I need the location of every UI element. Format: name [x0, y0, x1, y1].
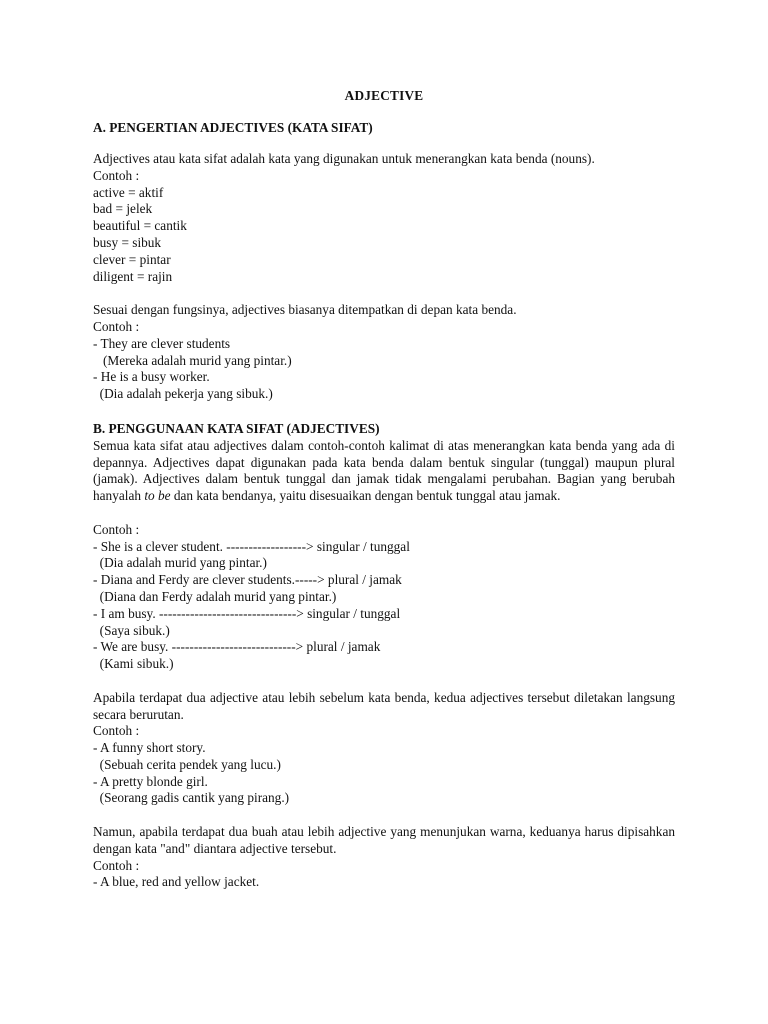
vocab-item: active = aktif: [93, 184, 164, 200]
contoh-label: Contoh :: [93, 723, 140, 739]
example-line: - They are clever students: [93, 335, 231, 351]
example-line: - We are busy. ----------------------------> plural / jamak: [93, 639, 381, 655]
section-b-heading: B. PENGGUNAAN KATA SIFAT (ADJECTIVES): [93, 420, 380, 436]
spacer: [93, 285, 675, 302]
section-a-placement: Sesuai dengan fungsinya, adjectives biasanya ditempatkan di depan kata benda.: [93, 302, 517, 318]
vocab-item: diligent = rajin: [93, 268, 173, 284]
para-text: Semua kata sifat atau adjectives dalam contoh-contoh kalimat di atas menerangkan kata benda yang ada di depannya. Adjectives dapat digunakan pada kata benda dalam bentuk singular (tunggal) maupun plural (jamak). Adjectives dalam bentuk tunggal dan jamak tidak mengalami perubahan. Bagian yang berubah hanyalah: [93, 437, 675, 504]
document-page: [93, 87, 675, 891]
para-italic: to be: [144, 488, 171, 504]
example-translation: (Mereka adalah murid yang pintar.): [93, 352, 292, 368]
vocab-item: bad = jelek: [93, 201, 153, 217]
section-a-heading: A. PENGERTIAN ADJECTIVES (KATA SIFAT): [93, 120, 373, 135]
example-line: - She is a clever student. ------------------> singular / tunggal: [93, 538, 410, 554]
section-a-intro: Adjectives atau kata sifat adalah kata yang digunakan untuk menerangkan kata benda (nouns).: [93, 151, 595, 166]
contoh-label: Contoh :: [93, 857, 140, 873]
example-translation: (Sebuah cerita pendek yang lucu.): [93, 756, 281, 772]
example-line: - A pretty blonde girl.: [93, 773, 208, 789]
spacer: [93, 673, 675, 690]
spacer: [93, 137, 675, 151]
para-text: dan kata bendanya, yaitu disesuaikan dengan bentuk tunggal atau jamak.: [170, 488, 561, 504]
spacer: [93, 505, 675, 522]
vocab-item: busy = sibuk: [93, 234, 162, 250]
contoh-label: Contoh :: [93, 318, 140, 334]
spacer: [93, 403, 675, 420]
example-line: - A funny short story.: [93, 740, 206, 756]
section-b-paragraph: [93, 438, 675, 505]
vocab-item: beautiful = cantik: [93, 218, 187, 234]
example-line: - He is a busy worker.: [93, 369, 210, 385]
example-translation: (Seorang gadis cantik yang pirang.): [93, 790, 290, 806]
example-line: - Diana and Ferdy are clever students.-----> plural / jamak: [93, 572, 402, 588]
contoh-label: Contoh :: [93, 167, 140, 183]
example-translation: (Kami sibuk.): [93, 656, 174, 672]
color-adjective-paragraph: Namun, apabila terdapat dua buah atau lebih adjective yang menunjukan warna, keduanya harus dipisahkan dengan kata "and" diantara adjective tersebut.: [93, 824, 675, 856]
example-translation: (Dia adalah murid yang pintar.): [93, 555, 267, 571]
example-line: - A blue, red and yellow jacket.: [93, 874, 260, 890]
example-translation: (Diana dan Ferdy adalah murid yang pintar.): [93, 588, 337, 604]
two-adjective-paragraph: Apabila terdapat dua adjective atau lebih sebelum kata benda, kedua adjectives tersebut diletakan langsung secara berurutan.: [93, 689, 675, 722]
example-translation: (Saya sibuk.): [93, 622, 170, 638]
example-line: - I am busy. -------------------------------> singular / tunggal: [93, 605, 401, 621]
document-title: ADJECTIVE: [344, 88, 424, 103]
contoh-label: Contoh :: [93, 521, 140, 537]
spacer: [93, 807, 675, 824]
vocab-item: clever = pintar: [93, 251, 171, 267]
example-translation: (Dia adalah pekerja yang sibuk.): [93, 386, 273, 402]
